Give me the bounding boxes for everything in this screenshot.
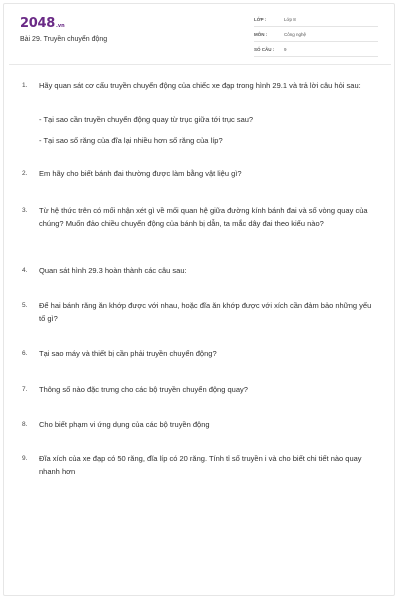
question-number: 7. — [22, 386, 28, 393]
meta-label-subject: MÔN : — [254, 32, 268, 37]
logo-suffix: .vn — [55, 23, 65, 29]
question-number: 8. — [22, 421, 28, 428]
question-number: 5. — [22, 302, 28, 309]
question-number: 6. — [22, 350, 28, 357]
question-text: Từ hệ thức trên có mối nhận xét gì về mối quan hệ giữa đường kính bánh đai và số vòng quay của chúng? Muốn đảo chiều chuyển động của bánh bị dẫn, ta mắc dây đai theo kiểu nào? — [39, 206, 368, 228]
question-text: Đĩa xích của xe đạp có 50 răng, đĩa líp có 20 răng. Tính tỉ số truyền i và cho biết chi tiết nào quay nhanh hơn — [39, 454, 362, 476]
question-text: Tại sao máy và thiết bị cần phải truyền chuyển động? — [39, 349, 217, 358]
question-text: Cho biết phạm vi ứng dụng của các bộ truyền động — [39, 420, 210, 429]
meta-value-class: Lớp 8 — [284, 17, 296, 22]
lesson-title: Bài 29. Truyền chuyển động — [20, 36, 108, 43]
logo-main: 2048 — [20, 16, 55, 31]
question-text: Thông số nào đặc trưng cho các bộ truyền chuyển động quay? — [39, 385, 248, 394]
meta-label-class: LỚP : — [254, 17, 267, 22]
meta-value-count: 9 — [284, 47, 287, 52]
question-text: Hãy quan sát cơ cấu truyền chuyển động của chiếc xe đạp trong hình 29.1 và trả lời câu hỏi sau: — [39, 81, 361, 90]
question-number: 2. — [22, 170, 28, 177]
question-number: 4. — [22, 267, 28, 274]
question-number: 1. — [22, 82, 28, 89]
question-text: Em hãy cho biết bánh đai thường được làm bằng vật liệu gì? — [39, 169, 242, 178]
question-text: Quan sát hình 29.3 hoàn thành các câu sau: — [39, 266, 187, 275]
meta-value-subject: Công nghệ — [284, 32, 307, 37]
question-text: Để hai bánh răng ăn khớp được với nhau, hoặc đĩa ăn khớp được với xích cần đảm bảo những yếu tố gì? — [39, 301, 372, 323]
sub-question: - Tại sao số răng của đĩa lại nhiều hơn số răng của líp? — [39, 136, 223, 145]
question-number: 9. — [22, 455, 28, 462]
meta-label-count: SỐ CÂU : — [254, 47, 275, 52]
question-number: 3. — [22, 207, 28, 214]
sub-question: - Tại sao cần truyền chuyển động quay từ trục giữa tới trục sau? — [39, 115, 254, 124]
